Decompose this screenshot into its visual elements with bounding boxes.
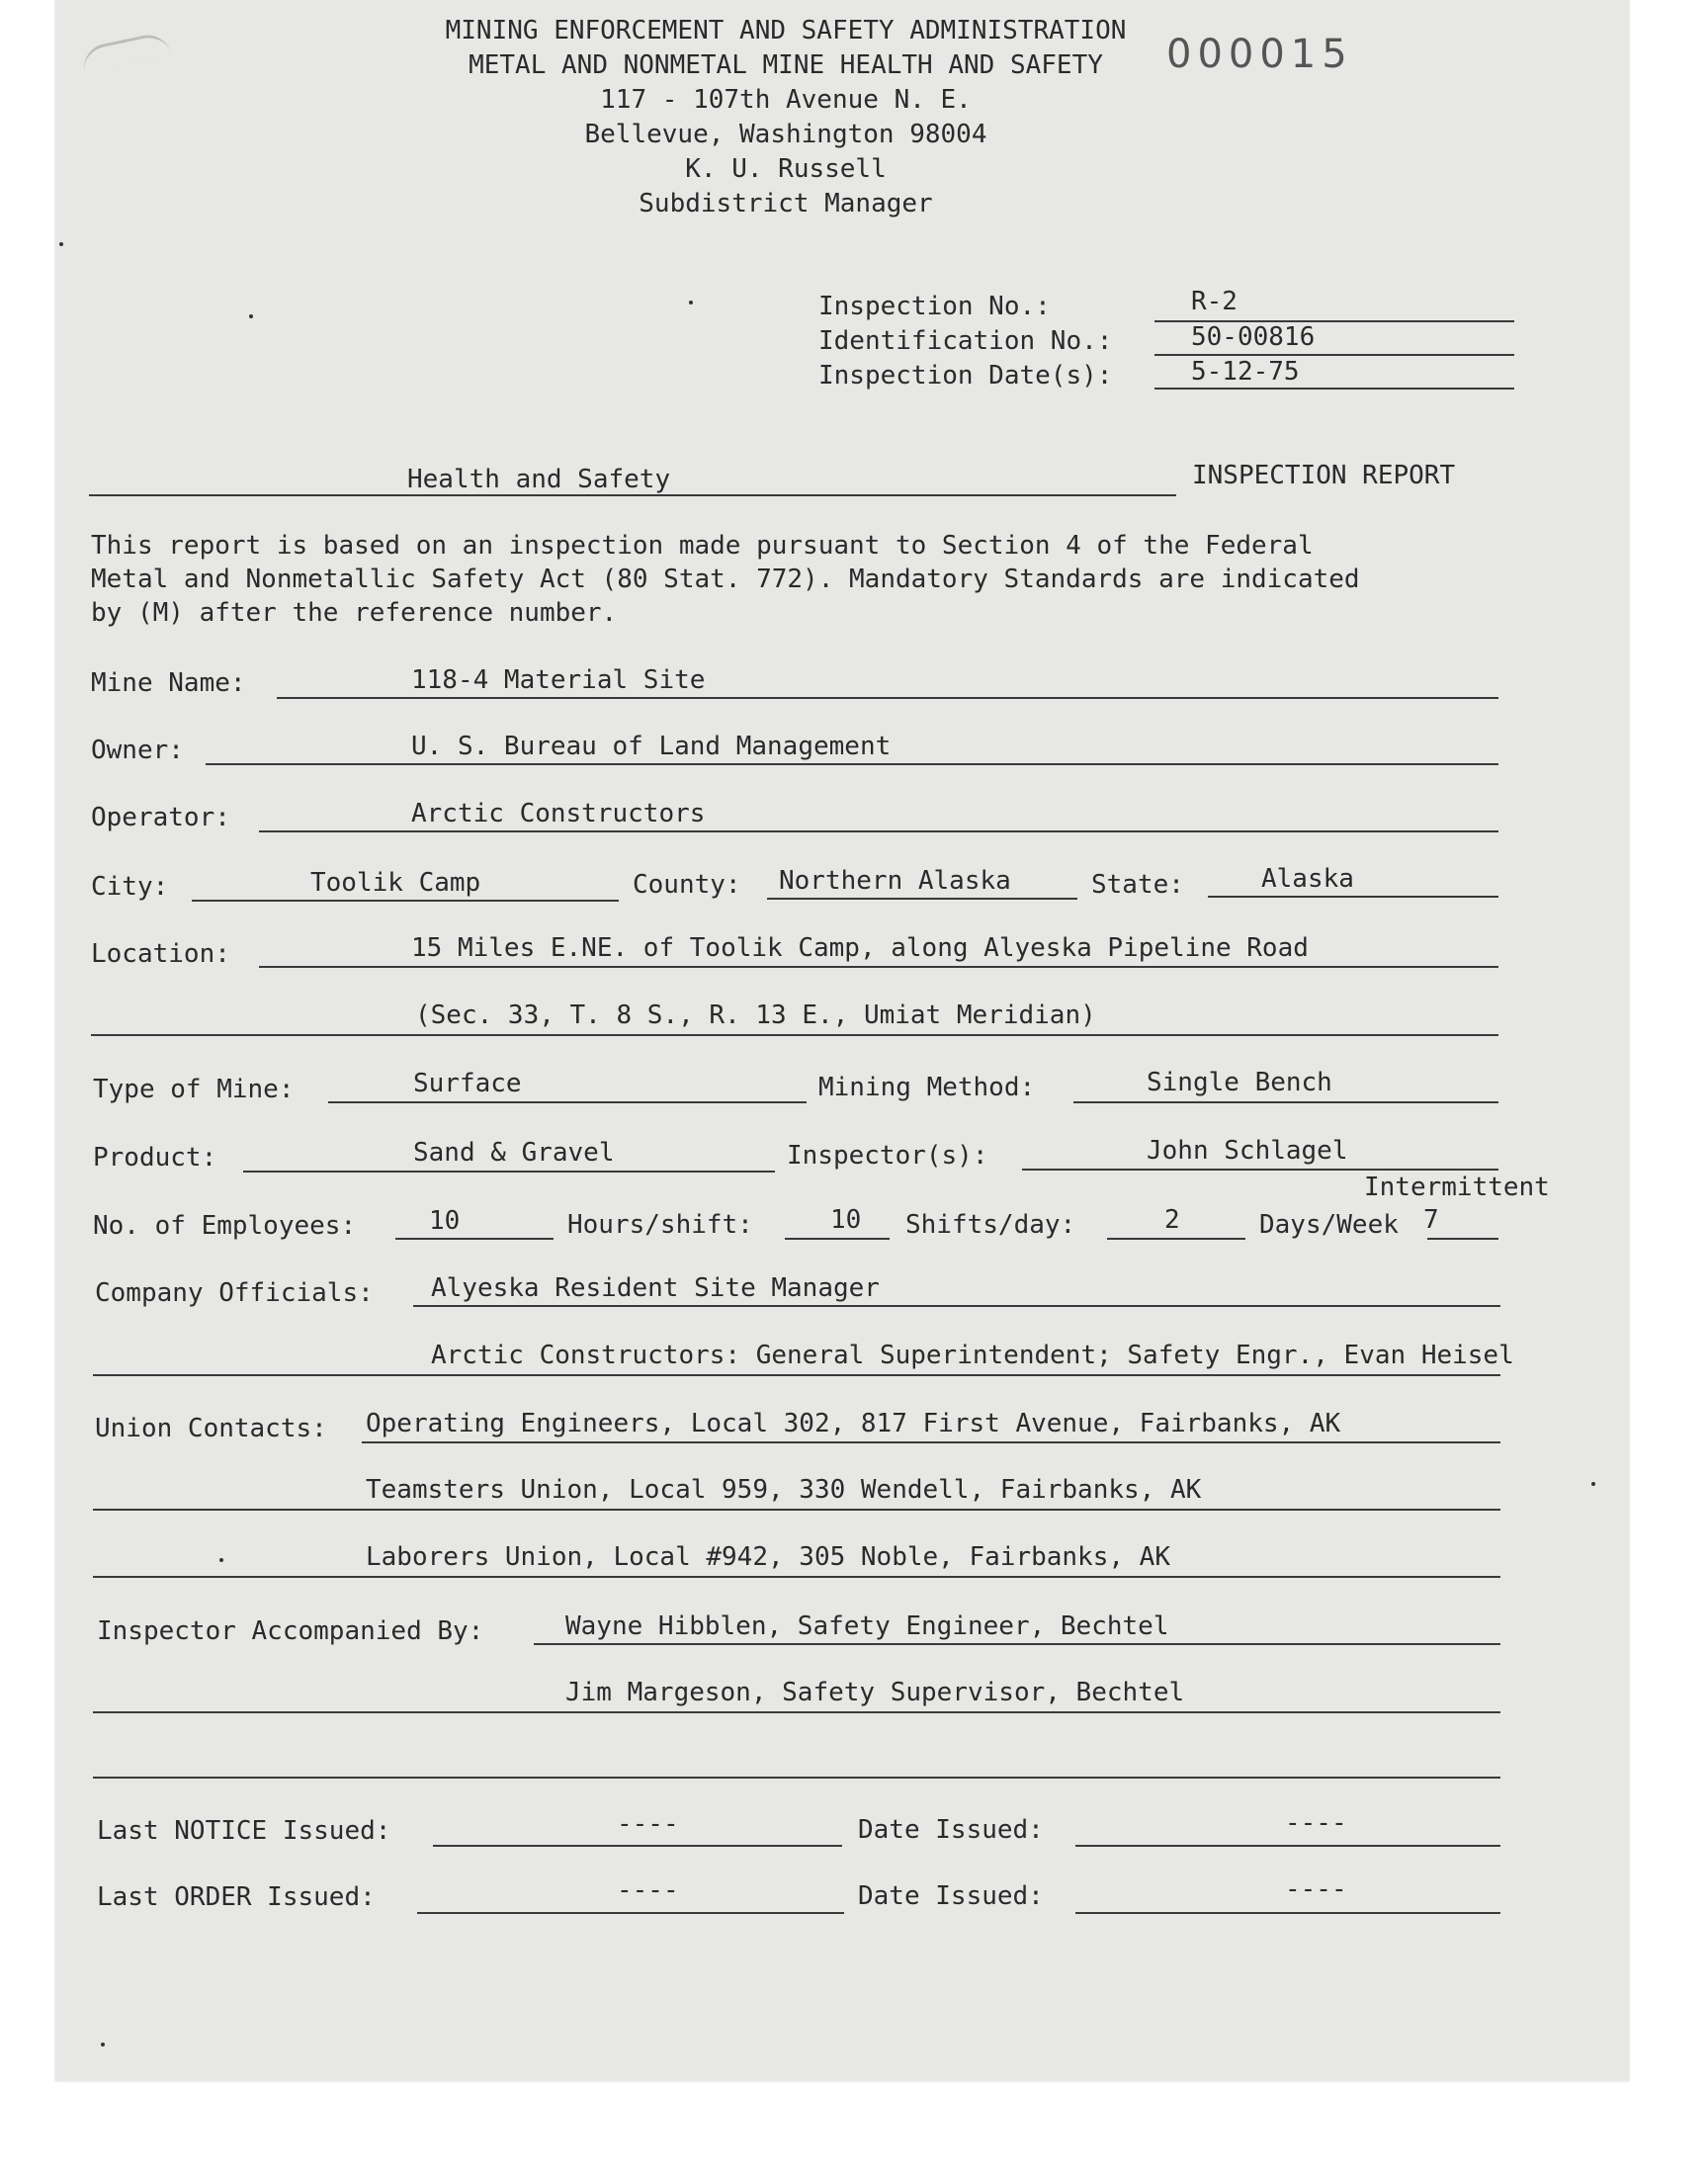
union-contact-line2: Teamsters Union, Local 959, 330 Wendell, Fairbanks, AK (366, 1475, 1202, 1505)
type-of-mine-label: Type of Mine: (93, 1075, 295, 1104)
report-type: Health and Safety (407, 465, 671, 494)
last-order-label: Last ORDER Issued: (97, 1882, 376, 1912)
accompanied-by-underline-1 (534, 1643, 1500, 1645)
accompanied-by-line2: Jim Margeson, Safety Supervisor, Bechtel (565, 1678, 1185, 1707)
accompanied-by-line1: Wayne Hibblen, Safety Engineer, Bechtel (565, 1611, 1169, 1641)
city-line (192, 900, 619, 902)
intro-line-1: This report is based on an inspection made pursuant to Section 4 of the Federal (91, 531, 1314, 561)
last-notice-value: ---- (617, 1809, 679, 1839)
header-manager-title: Subdistrict Manager (639, 189, 933, 218)
scan-speck (249, 314, 253, 318)
report-type-line (89, 494, 1176, 496)
mine-name-line (277, 697, 1498, 699)
county-label: County: (633, 870, 741, 900)
company-officials-value-line2: Arctic Constructors: General Superintendent; Safety Engr., Evan Heisel (431, 1341, 1514, 1370)
company-officials-line-2 (93, 1374, 1500, 1376)
product-line (243, 1171, 775, 1173)
intermittent-note: Intermittent (1364, 1173, 1550, 1202)
hours-shift-value: 10 (830, 1205, 862, 1235)
mining-method-value: Single Bench (1147, 1068, 1332, 1097)
product-label: Product: (93, 1143, 217, 1173)
days-week-line (1427, 1238, 1498, 1240)
hours-shift-line (785, 1238, 890, 1240)
identification-no-line (1154, 354, 1514, 356)
notice-date-line (1075, 1845, 1500, 1847)
inspection-date-label: Inspection Date(s): (818, 361, 1113, 391)
inspectors-value: John Schlagel (1147, 1136, 1348, 1166)
union-contact-underline-3 (93, 1576, 1500, 1578)
document-number-stamp: 000015 (1166, 32, 1353, 77)
operator-value: Arctic Constructors (411, 799, 706, 828)
days-week-label: Days/Week (1259, 1210, 1399, 1240)
location-value-line2: (Sec. 33, T. 8 S., R. 13 E., Umiat Meridian) (415, 1000, 1096, 1030)
owner-line (206, 763, 1498, 765)
union-contacts-label: Union Contacts: (95, 1414, 327, 1443)
report-title: INSPECTION REPORT (1192, 461, 1456, 490)
header-manager-name: K. U. Russell (685, 154, 887, 184)
location-label: Location: (91, 939, 230, 969)
order-date-value: ---- (1285, 1874, 1347, 1904)
order-date-label: Date Issued: (858, 1881, 1044, 1911)
type-of-mine-line (328, 1101, 807, 1103)
header-agency: MINING ENFORCEMENT AND SAFETY ADMINISTRATION (445, 16, 1127, 45)
shifts-day-value: 2 (1164, 1205, 1180, 1235)
union-contact-underline-1 (362, 1441, 1500, 1443)
inspection-date-line (1154, 388, 1514, 390)
union-contact-underline-2 (93, 1509, 1500, 1511)
intro-line-3: by (M) after the reference number. (91, 598, 618, 628)
county-value: Northern Alaska (779, 866, 1011, 896)
type-of-mine-value: Surface (413, 1069, 522, 1098)
company-officials-label: Company Officials: (95, 1278, 374, 1308)
days-week-value: 7 (1423, 1205, 1439, 1235)
operator-label: Operator: (91, 803, 230, 832)
location-line-1 (259, 966, 1498, 968)
order-date-line (1075, 1912, 1500, 1914)
company-officials-line-1 (413, 1305, 1500, 1307)
location-line-2 (91, 1034, 1498, 1036)
owner-value: U. S. Bureau of Land Management (411, 732, 892, 761)
union-contact-line3: Laborers Union, Local #942, 305 Noble, Fairbanks, AK (366, 1542, 1170, 1572)
state-label: State: (1091, 870, 1184, 900)
inspectors-line (1022, 1169, 1498, 1171)
notice-date-label: Date Issued: (858, 1815, 1044, 1845)
employees-value: 10 (429, 1206, 461, 1236)
header-division: METAL AND NONMETAL MINE HEALTH AND SAFETY (469, 50, 1103, 80)
identification-no-value: 50-00816 (1191, 322, 1316, 352)
last-notice-line (433, 1845, 842, 1847)
union-contact-line1: Operating Engineers, Local 302, 817 First Avenue, Fairbanks, AK (366, 1409, 1341, 1438)
shifts-day-line (1107, 1238, 1245, 1240)
owner-label: Owner: (91, 736, 184, 765)
scan-speck (689, 301, 693, 304)
accompanied-by-underline-2 (93, 1711, 1500, 1713)
scan-speck (219, 1558, 223, 1562)
notice-date-value: ---- (1285, 1808, 1347, 1838)
identification-no-label: Identification No.: (818, 326, 1113, 356)
location-value-line1: 15 Miles E.NE. of Toolik Camp, along Alyeska Pipeline Road (411, 933, 1309, 963)
product-value: Sand & Gravel (413, 1138, 615, 1168)
scan-speck (59, 242, 63, 246)
inspection-date-value: 5-12-75 (1191, 357, 1300, 387)
employees-line (395, 1238, 554, 1240)
accompanied-by-label: Inspector Accompanied By: (97, 1616, 484, 1646)
blank-underline (93, 1777, 1500, 1779)
scan-speck (1591, 1482, 1595, 1486)
mine-name-value: 118-4 Material Site (411, 665, 706, 695)
hours-shift-label: Hours/shift: (567, 1210, 753, 1240)
state-line (1208, 896, 1498, 898)
company-officials-value-line1: Alyeska Resident Site Manager (431, 1273, 880, 1303)
inspection-no-value: R-2 (1191, 287, 1238, 316)
inspection-no-label: Inspection No.: (818, 292, 1051, 321)
header-city: Bellevue, Washington 98004 (584, 120, 987, 149)
city-value: Toolik Camp (310, 868, 481, 898)
last-order-line (417, 1912, 844, 1914)
mine-name-label: Mine Name: (91, 668, 246, 698)
last-notice-label: Last NOTICE Issued: (97, 1816, 391, 1846)
employees-label: No. of Employees: (93, 1211, 357, 1241)
shifts-day-label: Shifts/day: (905, 1210, 1076, 1240)
inspectors-label: Inspector(s): (787, 1141, 988, 1171)
mining-method-line (1073, 1101, 1498, 1103)
last-order-value: ---- (617, 1875, 679, 1905)
mining-method-label: Mining Method: (818, 1073, 1036, 1102)
intro-line-2: Metal and Nonmetallic Safety Act (80 Stat. 772). Mandatory Standards are indicated (91, 565, 1360, 594)
scan-speck (101, 2043, 105, 2046)
header-address: 117 - 107th Avenue N. E. (600, 85, 972, 115)
city-label: City: (91, 872, 169, 902)
operator-line (259, 830, 1498, 832)
state-value: Alaska (1261, 864, 1354, 894)
county-line (767, 898, 1077, 900)
